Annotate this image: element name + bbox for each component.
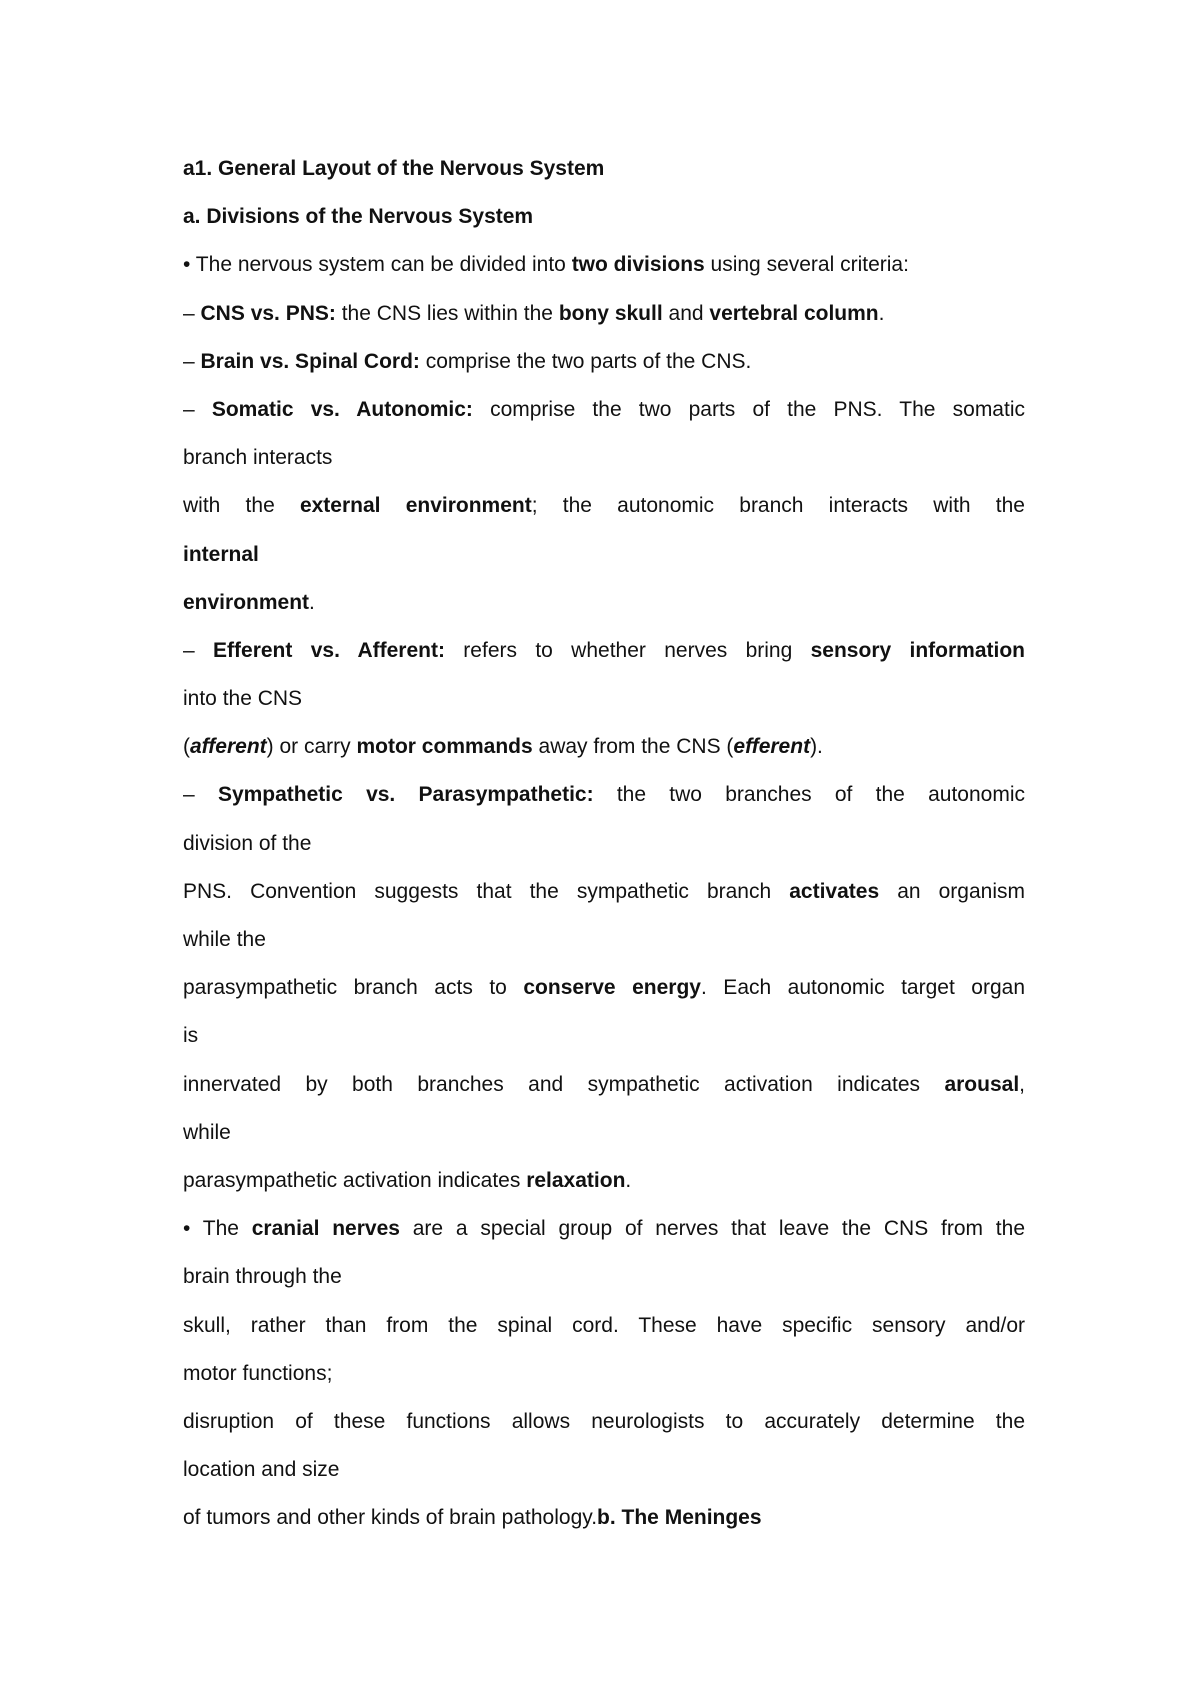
text-line: division of the	[183, 831, 312, 855]
text-line: motor functions;	[183, 1361, 333, 1385]
text-line: innervated by both branches and sympathetic activation indicates arousal,	[183, 1072, 1025, 1096]
text-line: of tumors and other kinds of brain pathology.b. The Meninges	[183, 1506, 762, 1530]
text-line: environment.	[183, 590, 315, 614]
document-page	[183, 145, 1025, 1542]
text-line: while the	[183, 928, 266, 951]
text-line: – Somatic vs. Autonomic: comprise the two parts of the PNS. The somatic	[183, 397, 1025, 421]
text-line: location and size	[183, 1458, 340, 1482]
text-line: while	[183, 1120, 231, 1144]
text-line: – Efferent vs. Afferent: refers to whether nerves bring sensory information	[183, 638, 1025, 662]
text-line: brain through the	[183, 1265, 342, 1289]
sub-heading: a. Divisions of the Nervous System	[183, 205, 534, 229]
text-line: is	[183, 1024, 199, 1048]
text-line: – CNS vs. PNS: the CNS lies within the bony skull and vertebral column.	[183, 301, 885, 325]
text-line: disruption of these functions allows neurologists to accurately determine the	[183, 1409, 1025, 1433]
text-line: with the external environment; the autonomic branch interacts with the	[183, 494, 1025, 518]
text-line: • The nervous system can be divided into two divisions using several criteria:	[183, 253, 909, 277]
text-line: PNS. Convention suggests that the sympathetic branch activates an organism	[183, 879, 1025, 903]
text-line: branch interacts	[183, 446, 333, 470]
text-line: skull, rather than from the spinal cord. These have specific sensory and/or	[183, 1313, 1025, 1337]
text-line: parasympathetic branch acts to conserve energy. Each autonomic target organ	[183, 976, 1025, 1000]
text-line: into the CNS	[183, 687, 303, 711]
text-line: – Sympathetic vs. Parasympathetic: the two branches of the autonomic	[183, 783, 1025, 807]
text-line: internal	[183, 542, 259, 566]
text-line: parasympathetic activation indicates relaxation.	[183, 1168, 632, 1192]
main-heading: a1. General Layout of the Nervous System	[183, 157, 605, 180]
text-line: (afferent) or carry motor commands away from the CNS (efferent).	[183, 735, 823, 759]
next-section-heading: b. The Meninges	[597, 1506, 762, 1530]
text-line: • The cranial nerves are a special group of nerves that leave the CNS from the	[183, 1217, 1025, 1241]
text-line: – Brain vs. Spinal Cord: comprise the two parts of the CNS.	[183, 349, 752, 373]
